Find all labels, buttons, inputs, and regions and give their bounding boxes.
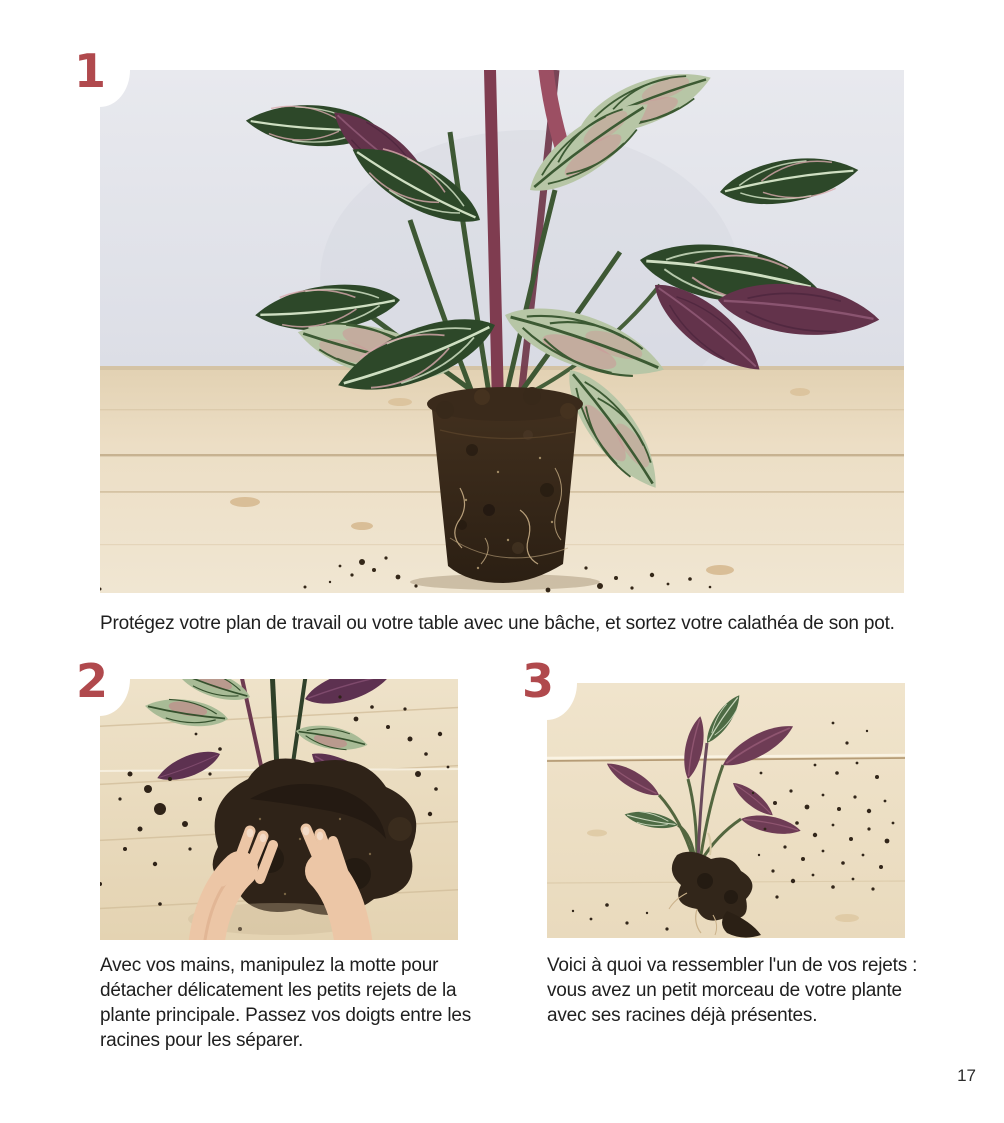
step-1-caption: Protégez votre plan de travail ou votre table avec une bâche, et sortez votre calathéa de son pot. <box>100 613 895 634</box>
plant-offset-illustration <box>547 683 905 938</box>
page-number: 17 <box>957 1066 976 1085</box>
photo-step-1 <box>100 70 904 593</box>
step-3-number: 3 <box>522 654 553 708</box>
step-3-caption: Voici à quoi va ressembler l'un de vos rejets : vous avez un petit morceau de votre plante avec ses racines déjà présentes. <box>547 955 918 1026</box>
photo-step-3 <box>547 683 905 938</box>
step-2-caption: Avec vos mains, manipulez la motte pour détacher délicatement les petits rejets de la plante principale. Passez vos doigts entre les racines pour les séparer. <box>100 955 472 1051</box>
step-2-number: 2 <box>76 654 107 708</box>
hands-rootball-illustration <box>100 679 458 940</box>
step-1-number: 1 <box>74 44 105 98</box>
calathea-unpotted-illustration <box>100 70 904 593</box>
photo-step-2 <box>100 679 458 940</box>
